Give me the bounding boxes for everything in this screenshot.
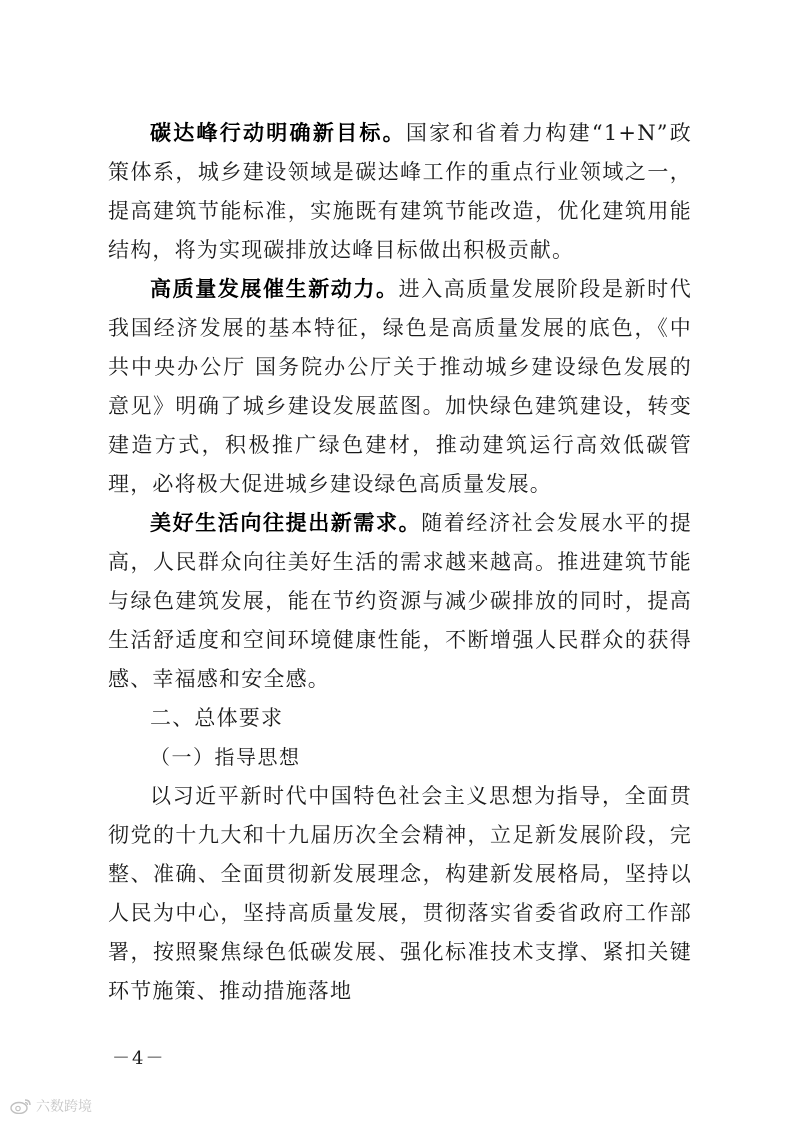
paragraph-text: 进入高质量发展阶段是新时代我国经济发展的基本特征，绿色是高质量发展的底色，《中共中央办公厅 国务院办公厅关于推动城乡建设绿色发展的意见》明确了城乡建设发展蓝图。加快绿色建筑建设，转变建造方式，积极推广绿色建材，推动建筑运行高效低碳管理，必将极大促进城乡建设绿色高质量发展。	[108, 277, 692, 496]
watermark-text: 六数跨境	[36, 1099, 92, 1115]
paragraph-text: 随着经济社会发展水平的提高，人民群众向往美好生活的需求越来越高。推进建筑节能与绿色建筑发展，能在节约资源与减少碳排放的同时，提高生活舒适度和空间环境健康性能，不断增强人民群众的获得感、幸福感和安全感。	[108, 511, 692, 691]
paragraph-lead: 碳达峰行动明确新目标。	[150, 121, 406, 145]
paragraph-high-quality	[108, 270, 692, 504]
page-number: －4－	[112, 1048, 166, 1069]
paragraph-lead: 高质量发展催生新动力。	[150, 277, 399, 301]
section-heading: 二、总体要求	[150, 706, 284, 730]
paragraph-text: 国家和省着力构建“1+N”政策体系，城乡建设领域是碳达峰工作的重点行业领域之一，提高建筑节能标准，实施既有建筑节能改造，优化建筑用能结构，将为实现碳排放达峰目标做出积极贡献。	[108, 121, 692, 262]
subsection-heading: （一）指导思想	[150, 745, 301, 769]
weibo-logo-icon	[10, 1098, 32, 1114]
paragraph-carbon-peak	[108, 114, 692, 270]
paragraph-guiding-ideology: 以习近平新时代中国特色社会主义思想为指导，全面贯彻党的十九大和十九届历次全会精神，立足新发展阶段，完整、准确、全面贯彻新发展理念，构建新发展格局，坚持以人民为中心，坚持高质量发展，贯彻落实省委省政府工作部署，按照聚焦绿色低碳发展、强化标准技术支撑、紧扣关键环节施策、推动措施落地	[108, 784, 692, 1003]
paragraph-lead: 美好生活向往提出新需求。	[150, 511, 422, 535]
paragraph-better-life	[108, 504, 692, 699]
watermark	[10, 1096, 92, 1116]
document-body	[108, 114, 692, 1011]
